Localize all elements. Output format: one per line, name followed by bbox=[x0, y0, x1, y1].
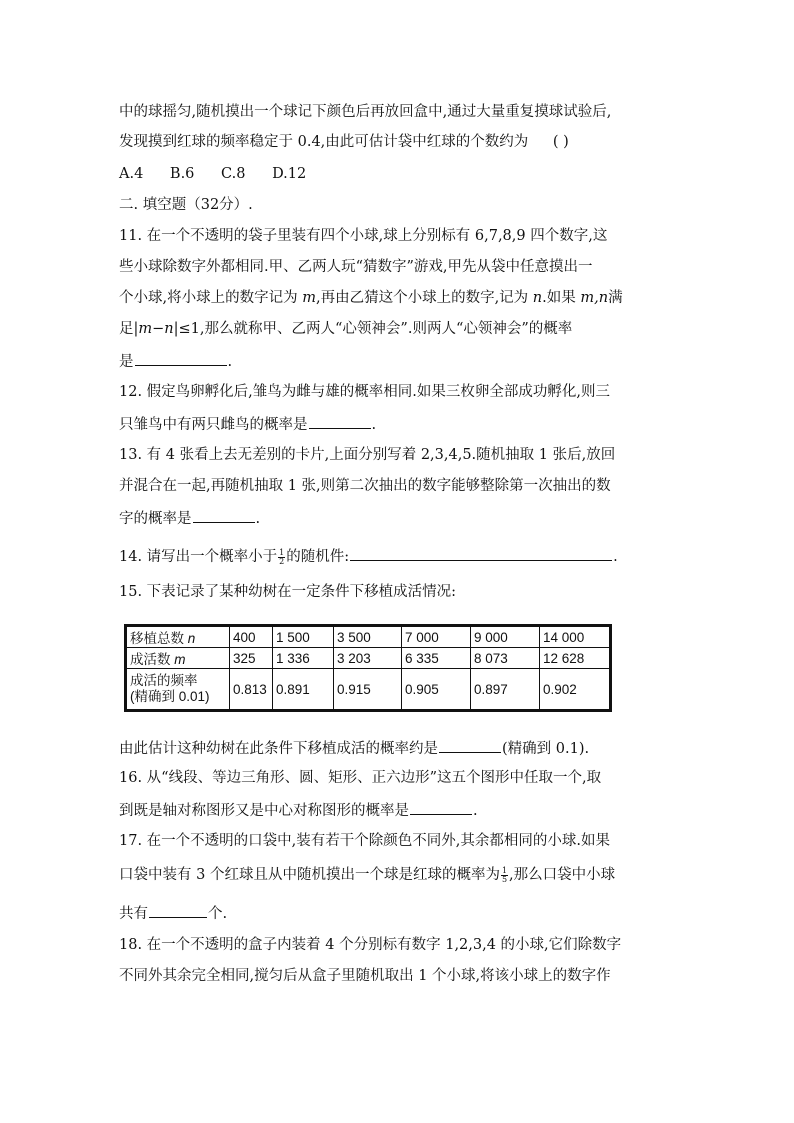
row-label: 成活的频率 (精确到 0.01) bbox=[126, 669, 230, 711]
q17-text: 共有 bbox=[119, 906, 148, 922]
q11-line-1: 11. 在一个不透明的袋子里装有四个小球,球上分别标有 6,7,8,9 四个数字,这 bbox=[119, 228, 608, 244]
table-cell: 12 628 bbox=[540, 648, 611, 669]
row-label: 移植总数 n bbox=[126, 626, 230, 648]
q13-text: 字的概率是 bbox=[119, 511, 192, 527]
answer-bracket: ( ) bbox=[552, 134, 569, 150]
intro-text: 发现摸到红球的频率稳定于 0.4,由此可估计袋中红球的个数约为 bbox=[119, 134, 529, 150]
transplant-table bbox=[124, 624, 612, 712]
table-row bbox=[126, 669, 611, 711]
table-cell: 7 000 bbox=[402, 626, 471, 648]
q13-line-3 bbox=[119, 507, 260, 529]
q14-text: 14. 请写出一个概率小于 bbox=[119, 549, 278, 565]
var-n: n bbox=[532, 290, 543, 306]
var-mn: m,n bbox=[580, 290, 609, 306]
q11-text: .如果 bbox=[542, 290, 581, 306]
table-cell: 0.897 bbox=[471, 669, 540, 711]
q17-text: 个. bbox=[208, 906, 228, 922]
q16-text: 到既是轴对称图形又是中心对称图形的概率是 bbox=[119, 803, 409, 819]
table-cell: 3 203 bbox=[334, 648, 402, 669]
fraction-numerator: 1 bbox=[501, 865, 508, 875]
table-cell: 0.891 bbox=[273, 669, 334, 711]
q17-line-3 bbox=[119, 902, 227, 924]
var-m: m bbox=[302, 290, 316, 306]
q18-line-2: 不同外其余完全相同,搅匀后从盒子里随机取出 1 个小球,将该小球上的数字作 bbox=[119, 968, 611, 984]
fraction-one-fifth bbox=[501, 867, 508, 884]
q11-line-5 bbox=[119, 350, 232, 372]
fraction-numerator: 1 bbox=[279, 547, 285, 557]
abs-expression: m−n bbox=[138, 321, 174, 337]
answer-blank[interactable] bbox=[135, 350, 227, 366]
q11-line-4 bbox=[119, 319, 572, 339]
table-row bbox=[126, 648, 611, 669]
q17-line-2 bbox=[119, 865, 615, 885]
q13-line-2: 并混合在一起,再随机抽取 1 张,则第二次抽出的数字能够整除第一次抽出的数 bbox=[119, 478, 611, 494]
q15-text: (精确到 0.1). bbox=[502, 741, 590, 757]
options-row bbox=[119, 164, 306, 184]
q16-line-2 bbox=[119, 799, 478, 821]
answer-blank[interactable] bbox=[350, 545, 612, 561]
option-c: C.8 bbox=[221, 166, 246, 182]
q11-text: 足| bbox=[119, 321, 139, 337]
q17-text: ,那么口袋中小球 bbox=[509, 867, 616, 883]
table-cell: 1 500 bbox=[273, 626, 334, 648]
q17-line-1: 17. 在一个不透明的口袋中,装有若干个除颜色不同外,其余都相同的小球.如果 bbox=[119, 833, 610, 849]
q16-line-1: 16. 从“线段、等边三角形、圆、矩形、正六边形”这五个图形中任取一个,取 bbox=[119, 770, 602, 786]
answer-blank[interactable] bbox=[439, 737, 501, 753]
q13-line-1: 13. 有 4 张看上去无差别的卡片,上面分别写着 2,3,4,5.随机抽取 1 张后,放回 bbox=[119, 447, 616, 463]
answer-blank[interactable] bbox=[149, 902, 207, 918]
q15-line-2 bbox=[119, 737, 589, 759]
fraction-denominator: 5 bbox=[501, 874, 508, 884]
answer-blank[interactable] bbox=[410, 799, 472, 815]
q11-text: 满 bbox=[608, 290, 623, 306]
table-cell: 3 500 bbox=[334, 626, 402, 648]
table-cell: 9 000 bbox=[471, 626, 540, 648]
table-cell: 325 bbox=[230, 648, 273, 669]
table-cell: 400 bbox=[230, 626, 273, 648]
table-cell: 14 000 bbox=[540, 626, 611, 648]
row-label: 成活数 m bbox=[126, 648, 230, 669]
option-a: A.4 bbox=[119, 166, 144, 182]
q18-line-1: 18. 在一个不透明的盒子内装着 4 个分别标有数字 1,2,3,4 的小球,它们除数字 bbox=[119, 937, 622, 953]
option-b: B.6 bbox=[169, 166, 195, 182]
q13-text: . bbox=[255, 511, 261, 527]
q17-text: 口袋中装有 3 个红球且从中随机摸出一个球是红球的概率为 bbox=[119, 867, 500, 883]
section-heading: 二. 填空题（32分）. bbox=[119, 197, 253, 213]
q15-text: 由此估计这种幼树在此条件下移植成活的概率约是 bbox=[119, 741, 438, 757]
answer-blank[interactable] bbox=[193, 507, 255, 523]
table-cell: 0.813 bbox=[230, 669, 273, 711]
table-cell: 8 073 bbox=[471, 648, 540, 669]
table-cell: 6 335 bbox=[402, 648, 471, 669]
answer-blank[interactable] bbox=[309, 413, 371, 429]
fraction-one-half bbox=[278, 549, 285, 566]
q11-line-2: 些小球除数字外都相同.甲、乙两人玩“猜数字”游戏,甲先从袋中任意摸出一 bbox=[119, 259, 593, 275]
q11-text: 个小球,将小球上的数字记为 bbox=[119, 290, 303, 306]
table-cell: 0.902 bbox=[540, 669, 611, 711]
q14-text: . bbox=[613, 549, 618, 565]
q11-text: ,再由乙猜这个小球上的数字,记为 bbox=[315, 290, 533, 306]
table-cell: 0.915 bbox=[334, 669, 402, 711]
q12-line-2 bbox=[119, 413, 376, 435]
q15-line-1: 15. 下表记录了某种幼树在一定条件下移植成活情况: bbox=[119, 584, 457, 600]
intro-line-1: 中的球摇匀,随机摸出一个球记下颜色后再放回盒中,通过大量重复摸球试验后, bbox=[119, 104, 612, 120]
intro-line-2 bbox=[119, 132, 569, 152]
q12-text: . bbox=[371, 417, 377, 433]
q14-text: 的随机件: bbox=[286, 549, 350, 565]
q11-line-3 bbox=[119, 288, 623, 308]
q12-text: 只雏鸟中有两只雌鸟的概率是 bbox=[119, 417, 308, 433]
q14-line bbox=[119, 545, 618, 567]
option-d: D.12 bbox=[272, 166, 307, 182]
table-cell: 1 336 bbox=[273, 648, 334, 669]
q11-text: 是 bbox=[119, 354, 134, 370]
fraction-denominator: 2 bbox=[279, 556, 285, 566]
q12-line-1: 12. 假定鸟卵孵化后,雏鸟为雌与雄的概率相同.如果三枚卵全部成功孵化,则三 bbox=[119, 384, 610, 400]
table-row bbox=[126, 626, 611, 648]
q11-text: |≤1,那么就称甲、乙两人“心领神会”.则两人“心领神会”的概率 bbox=[173, 321, 573, 337]
q11-text: . bbox=[227, 354, 233, 370]
table-cell: 0.905 bbox=[402, 669, 471, 711]
q16-text: . bbox=[473, 803, 478, 819]
